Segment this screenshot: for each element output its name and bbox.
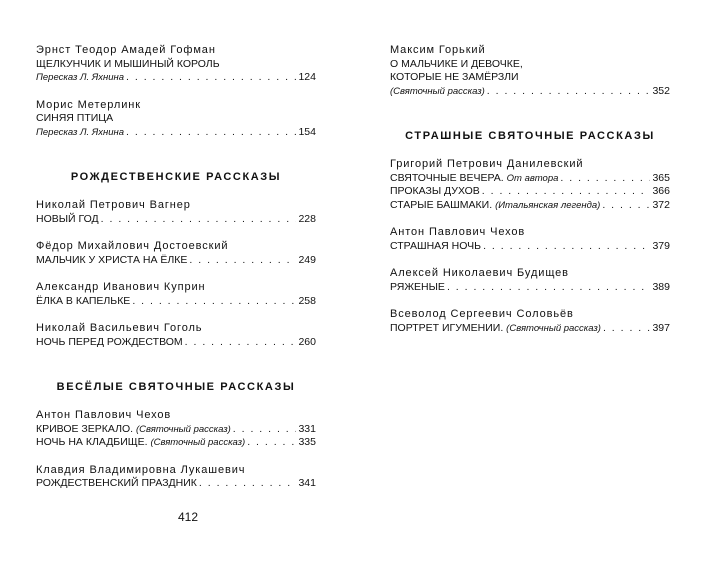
section-heading: РОЖДЕСТВЕНСКИЕ РАССКАЗЫ: [70, 171, 282, 183]
work-title: ПРОКАЗЫ ДУХОВ: [390, 185, 480, 197]
toc-entry[interactable]: [390, 281, 670, 295]
work-title: СВЯТОЧНЫЕ ВЕЧЕРА.: [390, 171, 504, 184]
toc-block: [390, 158, 670, 212]
work-title: ЁЛКА В КАПЕЛЬКЕ: [36, 294, 131, 307]
work-title: МАЛЬЧИК У ХРИСТА НА ЁЛКЕ: [36, 253, 188, 266]
work-title: РОЖДЕСТВЕНСКИЙ ПРАЗДНИК: [36, 477, 197, 489]
toc-block: [36, 281, 316, 308]
work-subtitle: Пересказ Л. Яхнина: [36, 126, 125, 138]
dot-leader: [603, 322, 651, 336]
toc-left-column: [36, 44, 316, 505]
author-name: Клавдия Владимировна Лукашевич: [36, 463, 246, 476]
toc-block: [390, 44, 670, 98]
page-ref: 331: [298, 422, 316, 435]
work-title: СТАРЫЕ БАШМАКИ.: [390, 198, 493, 211]
toc-block: [390, 308, 670, 335]
page-ref: 154: [298, 125, 316, 138]
page-ref: 228: [298, 212, 316, 225]
page-ref: 352: [652, 84, 670, 97]
toc-block: [36, 464, 316, 491]
toc-block: [36, 99, 316, 140]
toc-block: [36, 240, 316, 267]
dot-leader: [560, 172, 650, 186]
page-ref: 379: [652, 239, 670, 252]
toc-entry[interactable]: [36, 436, 316, 450]
page-ref: 397: [652, 321, 670, 334]
page-ref: 124: [298, 71, 316, 83]
toc-entry[interactable]: [390, 85, 670, 99]
toc-block: [390, 226, 670, 253]
page-number: 412: [177, 510, 199, 524]
author-name: Всеволод Сергеевич Соловьёв: [390, 308, 574, 320]
author-name: Максим Горький: [390, 44, 486, 56]
author-name: Фёдор Михайлович Достоевский: [36, 240, 229, 252]
dot-leader: [233, 423, 297, 437]
author-name: Антон Павлович Чехов: [36, 409, 172, 421]
toc-entry[interactable]: [390, 322, 670, 336]
dot-leader: [247, 436, 296, 450]
dot-leader: [602, 199, 650, 213]
dot-leader: [101, 213, 297, 227]
toc-entry[interactable]: [390, 199, 670, 213]
author-name: Антон Павлович Чехов: [390, 226, 526, 238]
page-ref: 260: [298, 335, 316, 348]
toc-entry[interactable]: [36, 126, 316, 140]
dot-leader: [199, 477, 297, 491]
toc-entry[interactable]: [36, 336, 316, 350]
page-ref: 341: [298, 477, 316, 489]
toc-entry[interactable]: [36, 423, 316, 437]
work-subtitle: Пересказ Л. Яхнина: [36, 72, 125, 83]
toc-entry[interactable]: [36, 295, 316, 309]
toc-entry[interactable]: [390, 240, 670, 254]
author-name: Алексей Николаевич Будищев: [390, 267, 569, 279]
dot-leader: [483, 240, 650, 254]
author-name: Николай Петрович Вагнер: [36, 199, 191, 211]
work-title: НОЧЬ ПЕРЕД РОЖДЕСТВОМ: [36, 335, 183, 348]
work-title: ПОРТРЕТ ИГУМЕНИИ.: [390, 321, 504, 334]
author-name: Николай Васильевич Гоголь: [36, 322, 203, 334]
work-title: СТРАШНАЯ НОЧЬ: [390, 239, 482, 252]
toc-block: [390, 267, 670, 294]
toc-block: [36, 409, 316, 450]
page-ref: 389: [652, 280, 670, 293]
dot-leader: [482, 185, 651, 199]
page-ref: 258: [298, 294, 316, 307]
work-subtitle: (Святочный рассказ): [150, 437, 246, 448]
page-ref: 366: [652, 185, 670, 197]
work-title: КРИВОЕ ЗЕРКАЛО.: [36, 422, 134, 435]
toc-block: [36, 322, 316, 349]
work-subtitle: (Святочный рассказ): [506, 322, 601, 334]
page-ref: 249: [298, 253, 316, 266]
dot-leader: [126, 126, 296, 140]
toc-entry[interactable]: [390, 185, 670, 199]
page-ref: 372: [652, 198, 670, 211]
author-name: Александр Иванович Куприн: [36, 281, 206, 293]
work-subtitle: (Святочный рассказ): [390, 85, 485, 97]
toc-entry[interactable]: [36, 213, 316, 227]
toc-block: [36, 44, 316, 85]
toc-entry[interactable]: [36, 71, 316, 85]
toc-entry[interactable]: [390, 172, 670, 186]
work-title: СИНЯЯ ПТИЦА: [36, 112, 114, 124]
toc-entry[interactable]: [36, 477, 316, 491]
toc-entry[interactable]: [36, 254, 316, 268]
dot-leader: [447, 281, 651, 295]
section-heading: ВЕСЁЛЫЕ СВЯТОЧНЫЕ РАССКАЗЫ: [56, 381, 296, 393]
section-heading: СТРАШНЫЕ СВЯТОЧНЫЕ РАССКАЗЫ: [405, 130, 655, 142]
author-name: Эрнст Теодор Амадей Гофман: [36, 44, 216, 56]
dot-leader: [189, 254, 296, 268]
page-ref: 335: [298, 436, 316, 448]
author-name: Григорий Петрович Данилевский: [390, 158, 584, 170]
work-subtitle: (Итальянская легенда): [495, 199, 601, 211]
author-name: Морис Метерлинк: [36, 98, 141, 111]
dot-leader: [126, 71, 296, 85]
dot-leader: [185, 336, 297, 350]
work-title: НОВЫЙ ГОД: [36, 212, 99, 225]
work-title-continued: КОТОРЫЕ НЕ ЗАМЁРЗЛИ: [390, 71, 519, 83]
work-subtitle: (Святочный рассказ): [136, 423, 231, 435]
work-title: ЩЕЛКУНЧИК И МЫШИНЫЙ КОРОЛЬ: [36, 57, 220, 70]
dot-leader: [132, 295, 296, 309]
work-title: РЯЖЕНЫЕ: [390, 280, 445, 293]
work-title: О МАЛЬЧИКЕ И ДЕВОЧКЕ,: [390, 57, 523, 70]
page-ref: 365: [652, 171, 670, 184]
dot-leader: [487, 85, 651, 99]
work-subtitle: От автора: [506, 172, 559, 184]
work-title: НОЧЬ НА КЛАДБИЩЕ.: [36, 436, 148, 448]
toc-block: [36, 199, 316, 226]
toc-right-column: [390, 44, 670, 349]
